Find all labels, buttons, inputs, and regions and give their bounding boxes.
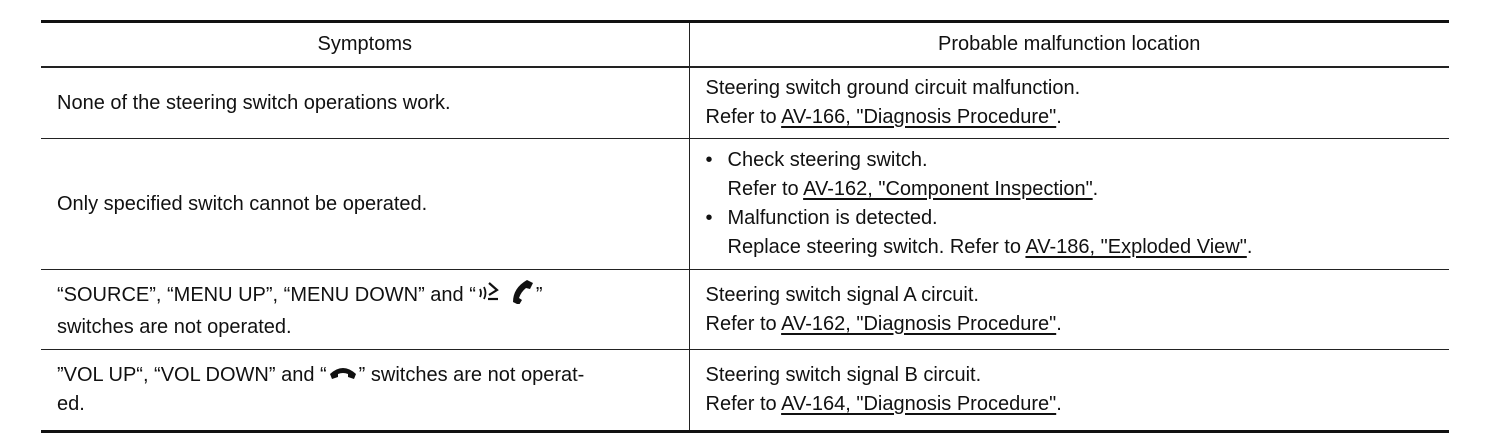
voice-talk-icon xyxy=(477,279,503,312)
location-cell xyxy=(689,270,1449,350)
reference-link-av186[interactable]: AV-186, "Exploded View" xyxy=(1025,236,1247,258)
symptom-line: switches are not operated. xyxy=(57,315,292,338)
reference-link-av166[interactable]: AV-166, "Diagnosis Procedure" xyxy=(781,106,1057,128)
symptom-line xyxy=(57,361,673,390)
bullet-text: Malfunction is detected. xyxy=(727,207,938,229)
refer-suffix: . xyxy=(1056,393,1062,415)
list-item xyxy=(706,204,1434,262)
cause-text: Steering switch signal A circuit. xyxy=(705,283,979,306)
table-row xyxy=(41,139,1449,270)
bullet-list xyxy=(706,146,1434,262)
refer-suffix: . xyxy=(1092,178,1099,200)
bullet-text: Check steering switch. xyxy=(727,149,928,171)
table-header-row xyxy=(41,22,1449,68)
reference-link-av164[interactable]: AV-164, "Diagnosis Procedure" xyxy=(781,393,1057,415)
phone-pickup-icon xyxy=(505,278,535,313)
bullet-mark: • xyxy=(705,207,713,229)
refer-prefix: Refer to xyxy=(705,106,782,128)
location-cell xyxy=(689,139,1449,270)
symptom-text: ” switches are not operat- xyxy=(358,363,585,386)
refer-suffix: . xyxy=(1246,236,1253,258)
symptom-line xyxy=(57,278,673,313)
symptom-text: ”VOL UP“, “VOL DOWN” and “ xyxy=(57,363,327,386)
refer-line xyxy=(728,233,1434,262)
symptom-text: Only specified switch cannot be operated. xyxy=(57,192,428,215)
bullet-mark: • xyxy=(705,149,713,171)
location-cell xyxy=(689,67,1449,139)
header-probable-location: Probable malfunction location xyxy=(689,22,1449,68)
refer-prefix: Refer to xyxy=(705,393,782,415)
table-row xyxy=(41,67,1449,139)
symptom-cell xyxy=(41,139,689,270)
symptom-text: “SOURCE”, “MENU UP”, “MENU DOWN” and “ xyxy=(57,283,476,306)
refer-suffix: . xyxy=(1056,312,1062,335)
refer-prefix: Refer to xyxy=(727,178,804,200)
phone-hangup-icon xyxy=(328,361,358,390)
table-row xyxy=(41,350,1449,432)
cause-text: Steering switch signal B circuit. xyxy=(705,364,982,386)
symptom-text: ” xyxy=(535,283,543,306)
reference-link-av162-component[interactable]: AV-162, "Component Inspection" xyxy=(803,178,1093,200)
symptom-table xyxy=(41,20,1449,433)
table-row xyxy=(41,270,1449,350)
refer-line xyxy=(706,390,1434,419)
symptom-cell xyxy=(41,270,689,350)
list-item xyxy=(706,146,1434,204)
location-cell xyxy=(689,350,1449,432)
symptom-cell xyxy=(41,67,689,139)
refer-line xyxy=(706,103,1434,132)
refer-line xyxy=(728,175,1434,204)
symptom-text: None of the steering switch operations work. xyxy=(57,91,451,114)
symptom-cell xyxy=(41,350,689,432)
symptom-line: ed. xyxy=(57,393,85,416)
header-symptoms: Symptoms xyxy=(41,22,689,68)
reference-link-av162-diagnosis[interactable]: AV-162, "Diagnosis Procedure" xyxy=(781,312,1057,335)
refer-line xyxy=(706,310,1434,339)
refer-suffix: . xyxy=(1056,106,1062,128)
refer-prefix: Replace steering switch. Refer to xyxy=(727,236,1026,258)
cause-text: Steering switch ground circuit malfunction. xyxy=(705,77,1081,99)
refer-prefix: Refer to xyxy=(705,312,782,335)
